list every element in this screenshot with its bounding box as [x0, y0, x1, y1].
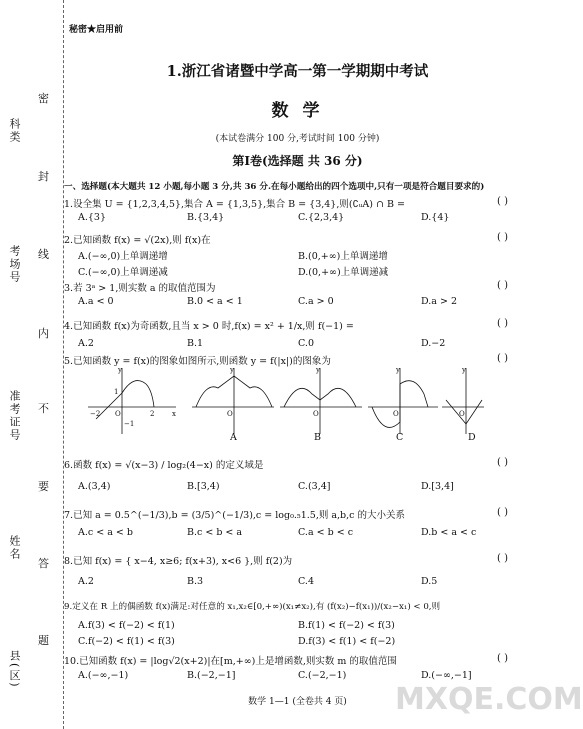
graph-label-origin: O	[227, 410, 233, 418]
q7-option-b: B.c < b < a	[187, 527, 243, 538]
question-9-stem: 9.定义在 R 上的偶函数 f(x)满足:对任意的 x₁,x₂∈[0,+∞)(x₁≠x₂),有 (f(x₂)−f(x₁))/(x₂−x₁) < 0,则	[64, 602, 441, 612]
q2-option-b: B.(0,+∞)上单调递增	[298, 251, 388, 262]
answer-paren: ( )	[497, 507, 508, 518]
q6-option-a: A.(3,4)	[78, 481, 111, 492]
graph-label-y: y	[316, 366, 320, 374]
answer-paren: ( )	[497, 457, 508, 468]
q5-option-c: C	[396, 432, 404, 443]
field-name: 姓名	[8, 535, 21, 561]
q4-option-d: D.−2	[421, 338, 446, 349]
exam-title: 1.浙江省诸暨中学高一第一学期期中考试	[166, 63, 429, 80]
graph-label-1: 1	[114, 388, 119, 396]
q7-option-d: D.b < a < c	[421, 527, 477, 538]
question-1-stem: 1.设全集 U = {1,2,3,4,5},集合 A = {1,3,5},集合 B = {3,4},则(∁ᵤA) ∩ B =	[64, 199, 405, 210]
q3-option-c: C.a > 0	[298, 296, 334, 307]
question-3-stem: 3.若 3ᵃ > 1,则实数 a 的取值范围为	[64, 283, 216, 294]
q6-option-d: D.[3,4]	[421, 481, 454, 492]
q3-option-a: A.a < 0	[78, 296, 114, 307]
question-2-stem: 2.已知函数 f(x) = √(2x),则 f(x)在	[64, 235, 211, 246]
question-8-stem: 8.已知 f(x) = { x−4, x≥6; f(x+3), x<6 },则 f(2)为	[64, 556, 293, 567]
seal-char: 要	[38, 480, 49, 493]
subject-title: 数 学	[271, 101, 324, 121]
section-title: 第Ⅰ卷(选择题 共 36 分)	[232, 154, 363, 168]
q5-option-b: B	[314, 432, 321, 443]
graph-label-neg2: −2	[90, 410, 101, 418]
seal-char: 封	[38, 170, 49, 183]
graph-label-y: y	[230, 366, 234, 374]
q4-option-b: B.1	[187, 338, 204, 349]
answer-paren: ( )	[497, 280, 508, 291]
seal-char: 不	[38, 402, 49, 415]
q8-option-b: B.3	[187, 576, 204, 587]
seal-char: 内	[38, 327, 49, 340]
seal-char: 题	[38, 634, 49, 647]
q8-option-d: D.5	[421, 576, 438, 587]
graph-label-origin: O	[393, 410, 399, 418]
q9-option-c: C.f(−2) < f(1) < f(3)	[78, 636, 175, 647]
q4-option-a: A.2	[78, 338, 94, 349]
q9-option-b: B.f(1) < f(−2) < f(3)	[298, 620, 395, 631]
q2-option-d: D.(0,+∞)上单调递减	[298, 267, 389, 278]
answer-paren: ( )	[497, 196, 508, 207]
answer-paren: ( )	[497, 232, 508, 243]
seal-char: 线	[38, 248, 49, 261]
graph-label-neg1: −1	[124, 420, 135, 428]
q9-option-d: D.f(3) < f(1) < f(−2)	[298, 636, 396, 647]
q9-option-a: A.f(3) < f(−2) < f(1)	[78, 620, 175, 631]
q10-option-c: C.(−2,−1)	[298, 670, 347, 681]
field-subject-type: 科类	[8, 118, 21, 144]
field-exam-room: 考场号	[8, 245, 21, 284]
function-graphs	[84, 364, 484, 446]
seal-char: 密	[38, 92, 49, 105]
graph-label-origin: O	[459, 410, 465, 418]
q10-option-a: A.(−∞,−1)	[78, 670, 129, 681]
graph-label-x: x	[172, 410, 176, 418]
q3-option-b: B.0 < a < 1	[187, 296, 243, 307]
q6-option-c: C.(3,4]	[298, 481, 331, 492]
q1-option-c: C.{2,3,4}	[298, 212, 345, 223]
graph-label-2: 2	[150, 410, 155, 418]
exam-note: (本试卷满分 100 分,考试时间 100 分钟)	[215, 134, 380, 144]
q7-option-c: C.a < b < c	[298, 527, 354, 538]
question-6-stem: 6.函数 f(x) = √(x−3) / log₂(4−x) 的定义域是	[64, 460, 264, 471]
answer-paren: ( )	[497, 353, 508, 364]
q1-option-a: A.{3}	[78, 212, 107, 223]
graph-label-y: y	[462, 366, 466, 374]
watermark: MXQE.COM	[395, 682, 583, 717]
graph-label-y: y	[118, 366, 122, 374]
page-footer: 数学 1—1 (全卷共 4 页)	[248, 697, 347, 707]
q2-option-c: C.(−∞,0)上单调递减	[78, 267, 168, 278]
q6-option-b: B.[3,4)	[187, 481, 220, 492]
answer-paren: ( )	[497, 653, 508, 664]
question-4-stem: 4.已知函数 f(x)为奇函数,且当 x > 0 时,f(x) = x² + 1/x,则 f(−1) =	[64, 321, 354, 332]
question-5-stem: 5.已知函数 y = f(x)的图象如图所示,则函数 y = f(|x|)的图象为	[64, 356, 331, 367]
q1-option-d: D.{4}	[421, 212, 450, 223]
q10-option-d: D.(−∞,−1]	[421, 670, 472, 681]
graph-label-y: y	[396, 366, 400, 374]
q3-option-d: D.a > 2	[421, 296, 458, 307]
question-10-stem: 10.已知函数 f(x) = |log√2(x+2)|在[m,+∞)上是增函数,则实数 m 的取值范围	[64, 656, 397, 667]
q5-option-d: D	[468, 432, 476, 443]
graph-label-origin: O	[115, 410, 121, 418]
graph-label-origin: O	[313, 410, 319, 418]
question-7-stem: 7.已知 a = 0.5^(−1/3),b = (3/5)^(−1/3),c = log₀.₅1.5,则 a,b,c 的大小关系	[64, 510, 405, 521]
q7-option-a: A.c < a < b	[78, 527, 133, 538]
secret-label: 秘密★启用前	[69, 25, 124, 35]
q10-option-b: B.(−2,−1]	[187, 670, 236, 681]
q5-option-a: A	[230, 432, 237, 443]
field-county: 县(区)	[8, 650, 21, 689]
q8-option-c: C.4	[298, 576, 314, 587]
field-ticket-number: 准考证号	[8, 390, 21, 442]
answer-paren: ( )	[497, 318, 508, 329]
instructions: 一、选择题(本大题共 12 小题,每小题 3 分,共 36 分.在每小题给出的四个选项中,只有一项是符合题目要求的)	[64, 182, 485, 192]
q1-option-b: B.{3,4}	[187, 212, 225, 223]
q8-option-a: A.2	[78, 576, 94, 587]
q2-option-a: A.(−∞,0)上单调递增	[78, 251, 168, 262]
seal-char: 答	[38, 557, 49, 570]
q4-option-c: C.0	[298, 338, 314, 349]
answer-paren: ( )	[497, 553, 508, 564]
